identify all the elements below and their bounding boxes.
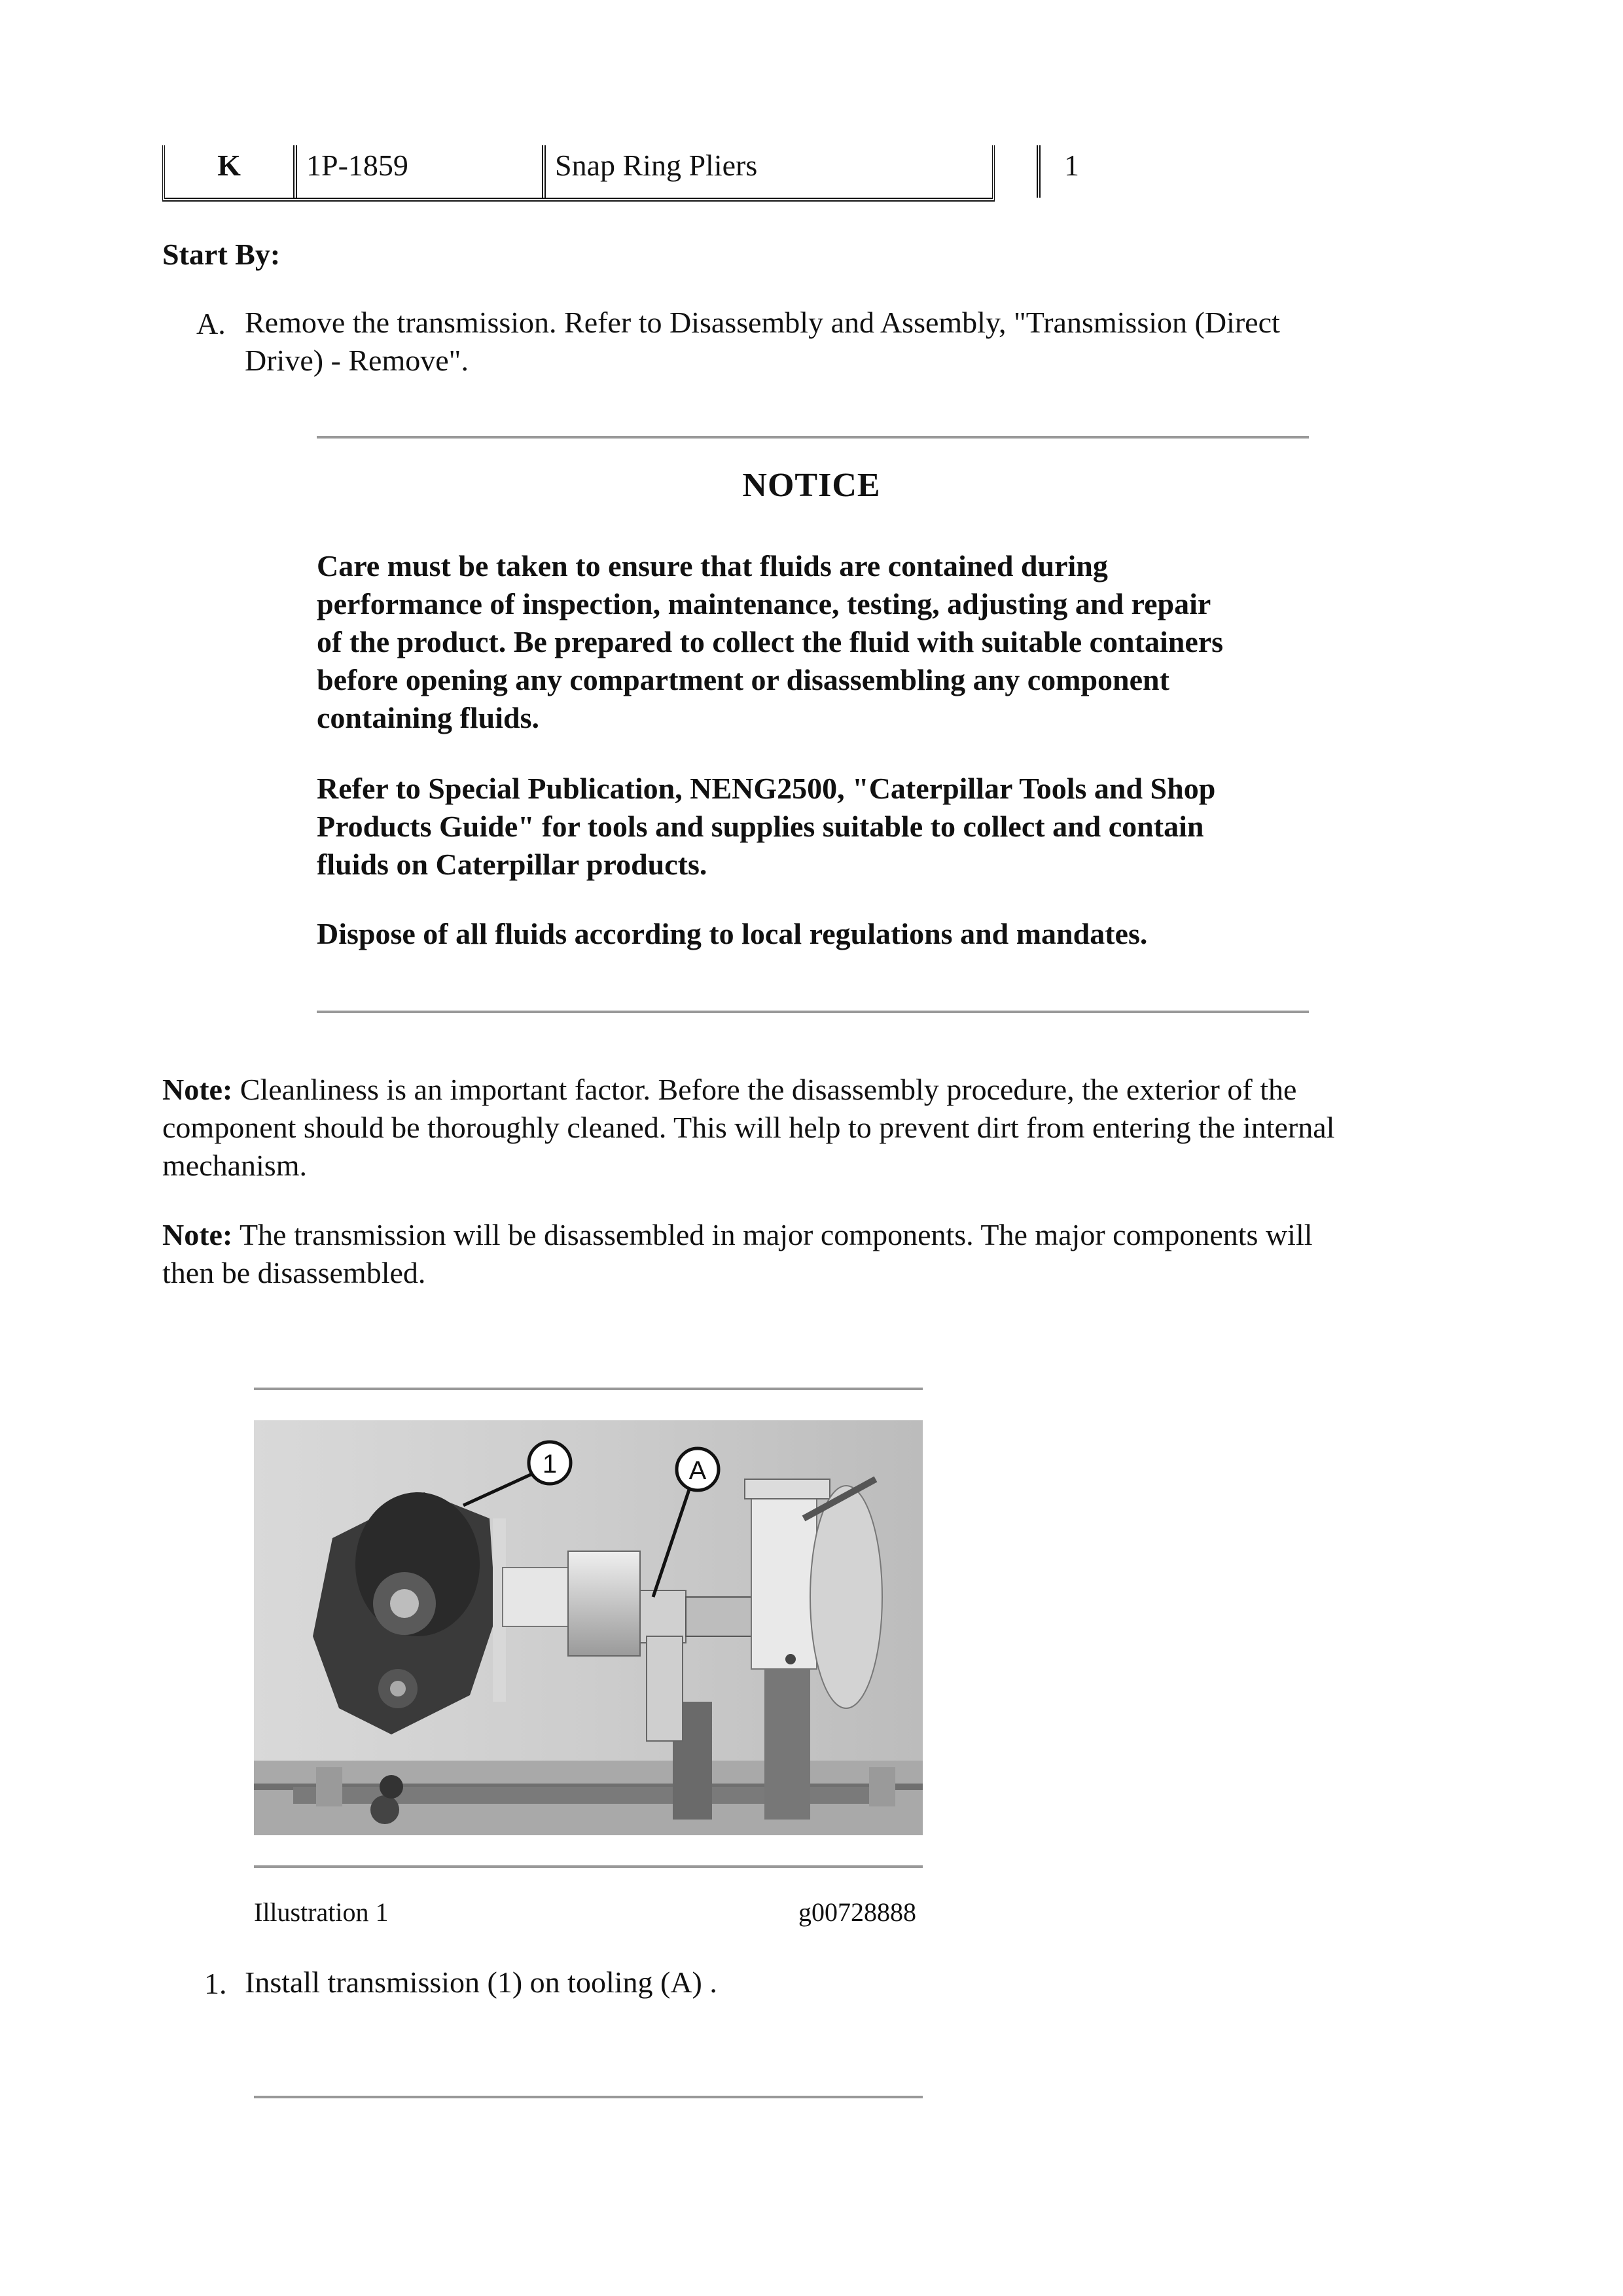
notice-line: Refer to Special Publication, NENG2500, "Caterpillar Tools and Shop	[317, 772, 1216, 805]
notice-line: of the product. Be prepared to collect the fluid with suitable containers	[317, 625, 1224, 658]
callout-1-label: 1	[542, 1450, 558, 1479]
step-divider	[254, 2096, 923, 2098]
step-marker: 1.	[204, 1967, 227, 2000]
notice-line: fluids on Caterpillar products.	[317, 848, 707, 881]
notice-top-divider	[317, 436, 1309, 439]
note-text: then be disassembled.	[162, 1256, 426, 1289]
tool-part-number: 1P-1859	[293, 145, 542, 198]
step-text: Install transmission (1) on tooling (A) .	[245, 1965, 717, 1999]
start-by-item	[245, 304, 1488, 380]
start-by-line: Drive) - Remove".	[245, 344, 469, 377]
note-text: Cleanliness is an important factor. Before the disassembly procedure, the exterior of the	[232, 1073, 1297, 1106]
notice-line: containing fluids.	[317, 701, 539, 734]
transmission-photo	[254, 1420, 923, 1835]
tool-table-row	[162, 145, 1079, 202]
notice-paragraph-2	[317, 770, 1338, 884]
start-by-line: Remove the transmission. Refer to Disassembly and Assembly, "Transmission (Direct	[245, 306, 1280, 339]
note-text: component should be thoroughly cleaned. This will help to prevent dirt from entering the internal	[162, 1111, 1335, 1144]
note-text: The transmission will be disassembled in major components. The major components will	[232, 1218, 1313, 1251]
notice-line: performance of inspection, maintenance, testing, adjusting and repair	[317, 587, 1211, 620]
tool-quantity: 1	[1037, 145, 1154, 198]
illustration-bottom-divider	[254, 1865, 923, 1868]
notice-bottom-divider	[317, 1011, 1309, 1013]
illustration-id: g00728888	[798, 1897, 916, 1927]
tool-letter: K	[217, 149, 241, 182]
note-label: Note:	[162, 1073, 233, 1106]
illustration-caption: Illustration 1	[254, 1897, 389, 1927]
start-by-heading: Start By:	[162, 238, 281, 271]
start-by-marker: A.	[196, 307, 226, 340]
notice-line: before opening any compartment or disassembling any component	[317, 663, 1169, 696]
notice-line: Care must be taken to ensure that fluids are contained during	[317, 549, 1108, 583]
notice-paragraph-3: Dispose of all fluids according to local regulations and mandates.	[317, 917, 1148, 950]
notice-line: Products Guide" for tools and supplies suitable to collect and contain	[317, 810, 1204, 843]
note-1	[162, 1071, 1504, 1185]
note-label: Note:	[162, 1218, 233, 1251]
note-text: mechanism.	[162, 1149, 307, 1182]
notice-title: NOTICE	[742, 467, 881, 504]
callout-a-label: A	[688, 1456, 707, 1485]
tool-description: Snap Ring Pliers	[542, 145, 882, 198]
note-2	[162, 1216, 1504, 1292]
illustration-top-divider	[254, 1388, 923, 1390]
notice-paragraph-1	[317, 547, 1338, 737]
